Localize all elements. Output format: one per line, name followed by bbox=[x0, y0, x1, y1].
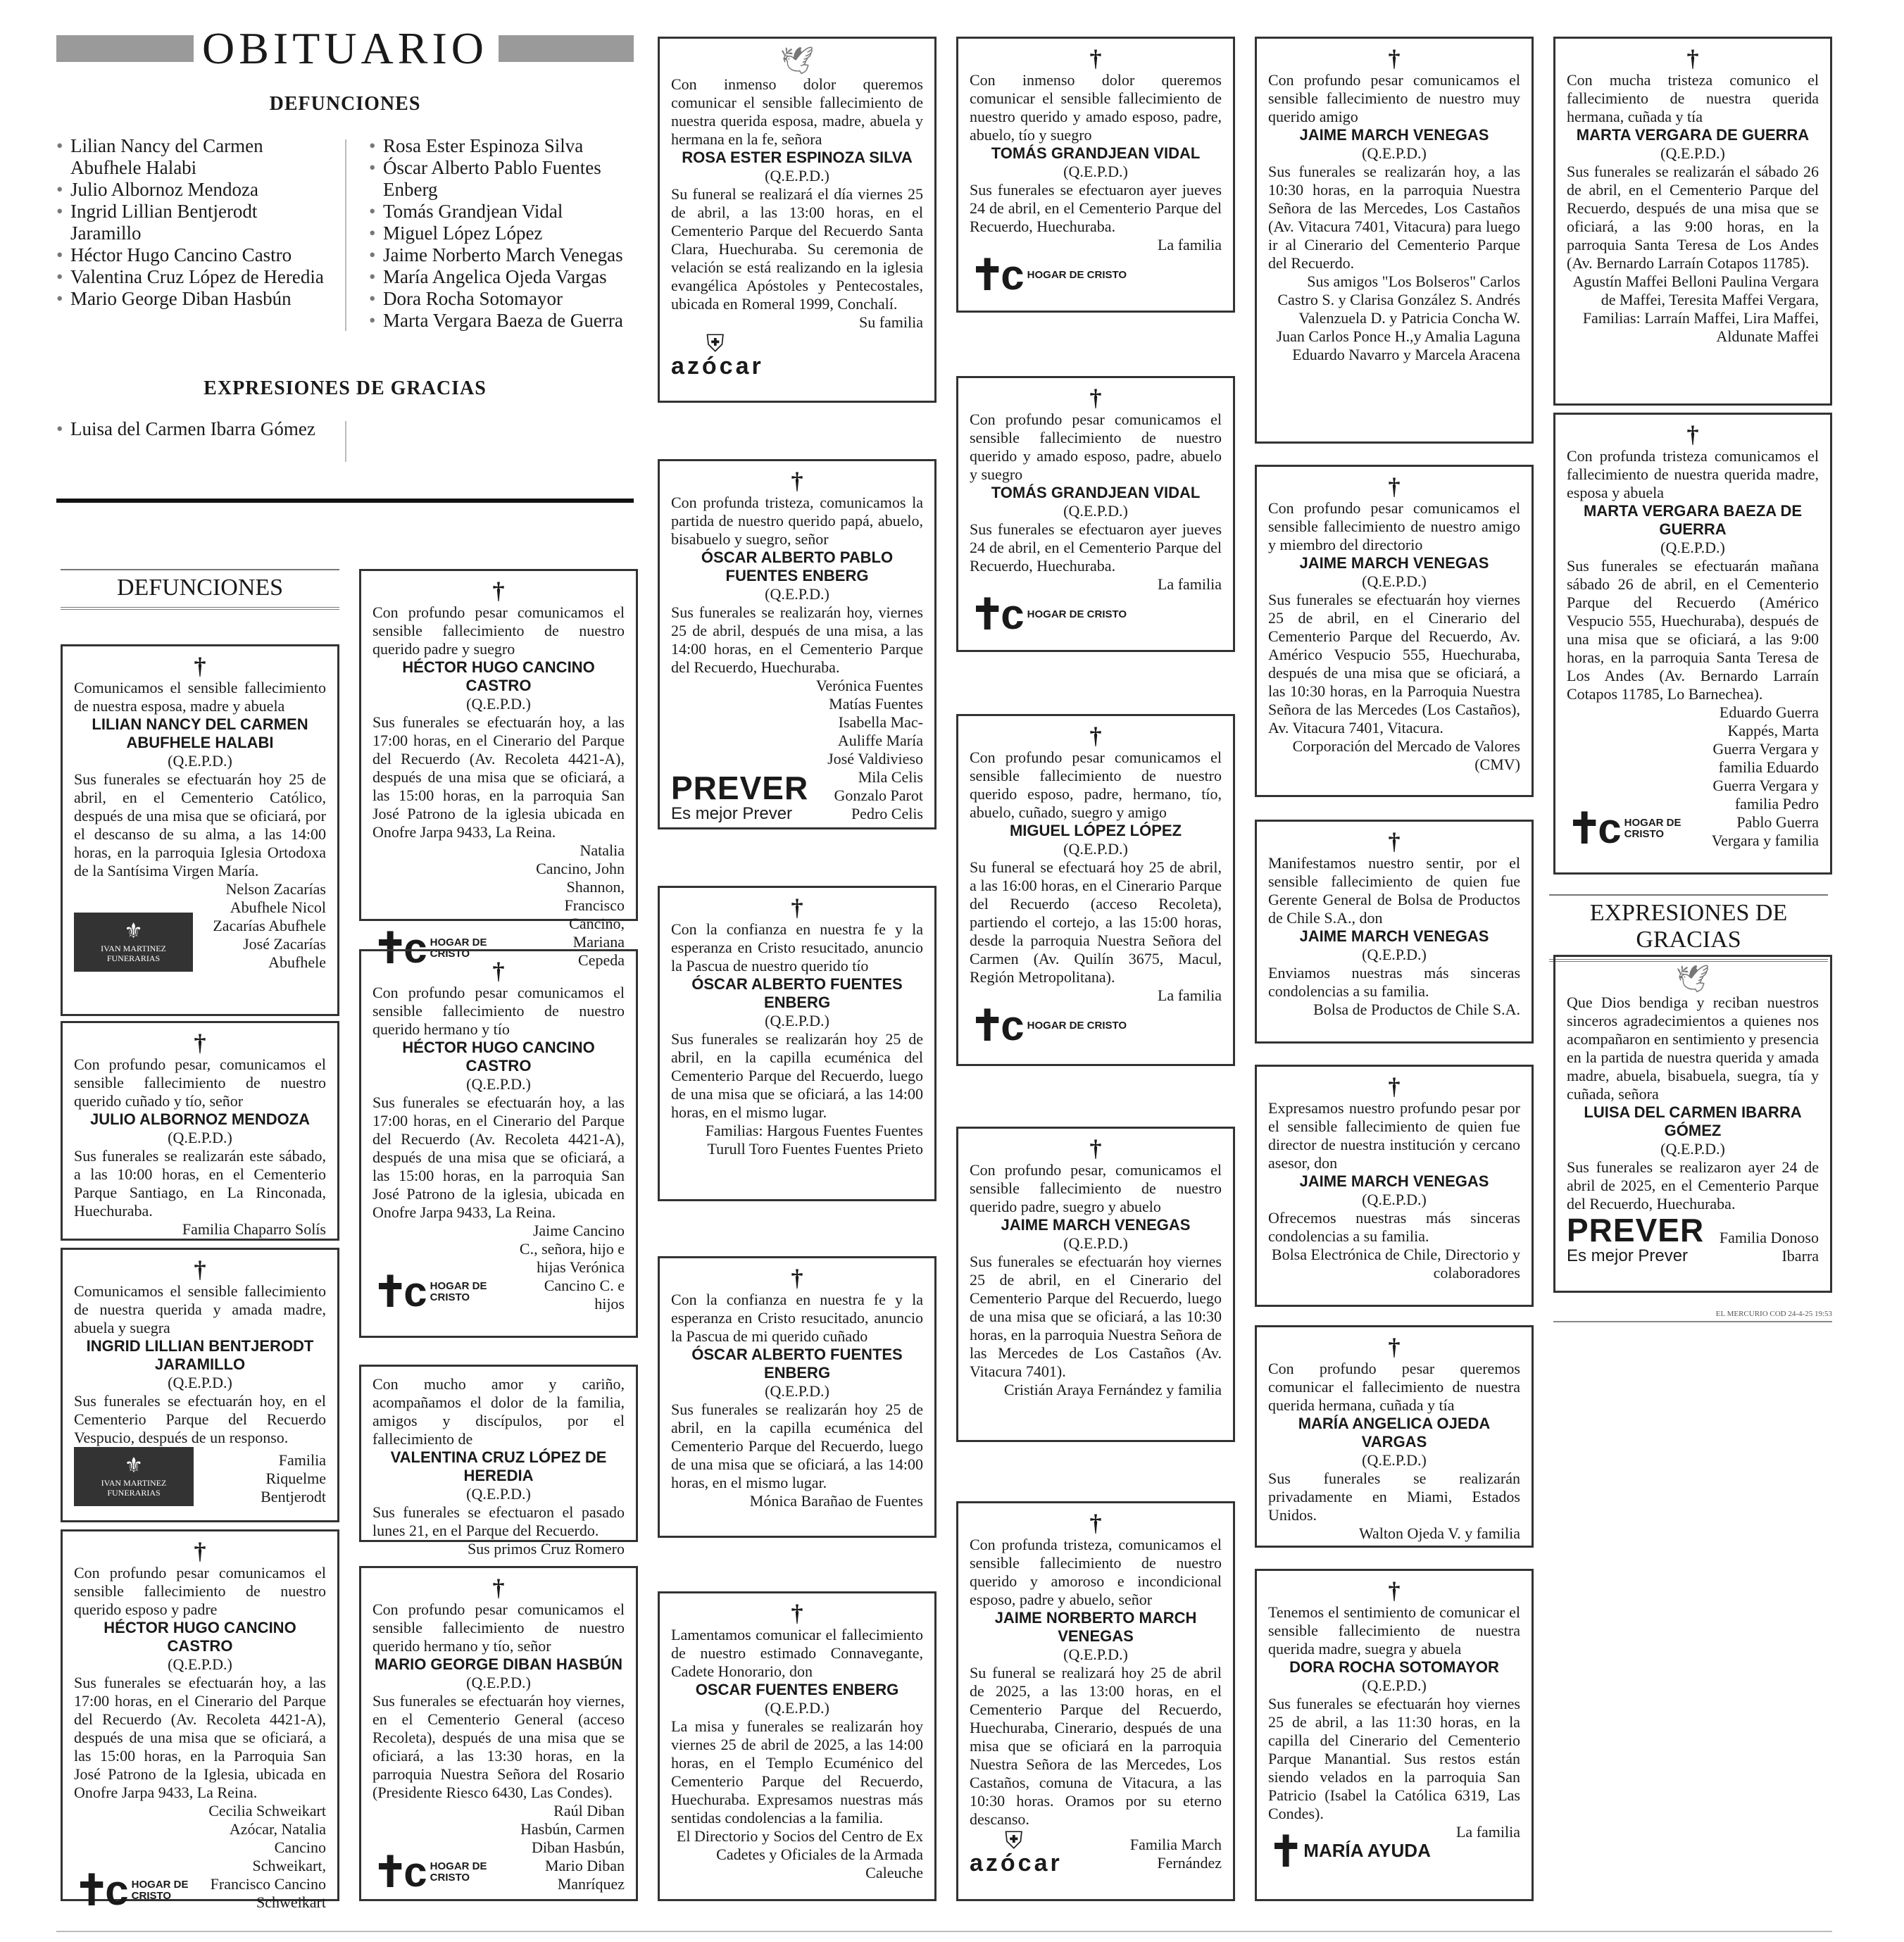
notice-intro: Lamentamos comunicar el fallecimiento de nuestro estimado Connavegante, Cadete Honorario, don bbox=[671, 1626, 923, 1680]
notice-sign: Familia Chaparro Solís bbox=[182, 1220, 326, 1238]
notice-espinoza bbox=[658, 37, 937, 403]
hogar-de-cristo-logo: ✝c HOGAR DE CRISTO bbox=[1567, 805, 1681, 852]
notice-qepd: (Q.E.P.D.) bbox=[168, 1655, 232, 1673]
notice-body: Sus funerales se realizarán hoy, viernes 25 de abril, después de una misa, a las 14:00 horas, en el Cementerio Parque del Recuerdo, Huechuraba. bbox=[671, 603, 923, 676]
hogar-cross-icon: ✝c bbox=[372, 1268, 423, 1315]
notice-body: Sus funerales se efectuarán mañana sábado 26 de abril, en el Cementerio Parque del Recuerdo (Américo Vespucio 555, Huechuraba), después de una misa que se oficiará, a las 9:00 horas, en la parroquia Santa Teresa de Los Andes (Av. Bernardo Larraín Cotapos 11785, Lo Barnechea). bbox=[1567, 557, 1819, 703]
notice-qepd: (Q.E.P.D.) bbox=[1362, 1677, 1427, 1694]
notice-intro: Con profundo pesar, comunicamos el sensible fallecimiento de nuestro querido cuñado y tío, señor bbox=[74, 1055, 326, 1110]
notice-name: MARTA VERGARA BAEZA DE GUERRA bbox=[1583, 502, 1803, 538]
hogar-cross-icon: ✝c bbox=[1567, 805, 1617, 852]
azocar-crest-icon: ⛨ bbox=[1005, 1828, 1023, 1854]
cross-icon: † bbox=[791, 895, 803, 921]
page-title: OBITUARIO bbox=[202, 23, 488, 73]
notice-body: Sus funerales se efectuarán hoy viernes 25 de abril, en el Cinerario del Cementerio Parque del Recuerdo, luego de una misa que se oficiará, a las 10:30 horas, en la parroquia Nuestra Señora de las Mercedes de Los Castaños (Av. Vitacura 7401). bbox=[970, 1253, 1222, 1380]
notice-body: Sus funerales se efectuarán hoy, a las 17:00 horas, en el Cinerario del Parque del Recuerdo (Av. Recoleta 4421-A), después de una misa que se oficiará, a las 15:00 horas, en la Parroquia San José Patrono de la Iglesia, ubicada en Onofre Jarpa 9433, La Reina. bbox=[74, 1674, 326, 1801]
notice-vergara-1 bbox=[1553, 37, 1832, 406]
cross-icon: † bbox=[194, 1257, 206, 1283]
notice-qepd: (Q.E.P.D.) bbox=[765, 1699, 829, 1717]
notice-name: LUISA DEL CARMEN IBARRA GÓMEZ bbox=[1584, 1103, 1802, 1139]
hogar-de-cristo-logo: ✝c HOGAR DE CRISTO bbox=[970, 1002, 1127, 1049]
index-rule bbox=[56, 499, 634, 503]
notice-intro: Con profundo pesar comunicamos el sensible fallecimiento de nuestro querido hermano y tío bbox=[372, 984, 625, 1038]
notice-body: Ofrecemos nuestras más sinceras condolencias a su familia. bbox=[1268, 1209, 1520, 1245]
index-list-item: • Óscar Alberto Pablo Fuentes Enberg bbox=[369, 157, 644, 201]
cross-icon: † bbox=[1089, 46, 1102, 72]
maria-ayuda-cross-icon: ✝ bbox=[1268, 1828, 1304, 1876]
notice-name: MIGUEL LÓPEZ LÓPEZ bbox=[1009, 822, 1182, 839]
cross-icon: † bbox=[791, 1265, 803, 1291]
notice-sign: La familia bbox=[1455, 1823, 1520, 1841]
notice-sign: La familia bbox=[1157, 575, 1222, 593]
notice-body: Enviamos nuestras más sinceras condolencias a su familia. bbox=[1268, 964, 1520, 1000]
notice-qepd: (Q.E.P.D.) bbox=[466, 1674, 531, 1691]
notice-march-4 bbox=[1255, 465, 1534, 797]
section-defunciones: DEFUNCIONES bbox=[61, 569, 339, 610]
cross-icon: † bbox=[1089, 723, 1102, 749]
notice-intro: Con profundo pesar comunicamos el sensible fallecimiento de nuestro querido y amado esposo, padre, abuelo y suegro bbox=[970, 411, 1222, 483]
notice-qepd: (Q.E.P.D.) bbox=[1063, 1646, 1128, 1663]
notice-name: JAIME MARCH VENEGAS bbox=[1299, 927, 1489, 945]
notice-body: Sus funerales se realizaron ayer 24 de abril de 2025, en el Cementerio Parque del Recuerdo, Huechuraba. bbox=[1567, 1158, 1819, 1213]
notice-body: Sus funerales se realizarán este sábado, a las 10:00 horas, en el Cementerio Parque Santiago, en La Rinconada, Huechuraba. bbox=[74, 1147, 326, 1220]
notice-intro: Con mucha tristeza comunico el fallecimiento de nuestra querida hermana, cuñada y tía bbox=[1567, 71, 1819, 125]
notice-march-1 bbox=[956, 1127, 1235, 1442]
notice-body: Su funeral se realizará hoy 25 de abril de 2025, a las 13:00 horas, en el Cementerio Parque del Recuerdo, Huechuraba, Cinerario, después de una misa que se oficiará en la parroquia Nuestra Señora de las Mercedes, Los Castaños, comuna de Vitacura, a las 10:30 horas. Oramos por su eterno descanso. bbox=[970, 1664, 1222, 1828]
notice-sign: Sus amigos "Los Bolseros" Carlos Castro S. y Clarisa González S. Andrés Valenzuela D. y Patricia Concha W. Juan Carlos Ponce H.,y Amalia Laguna Eduardo Navarro y Marcela Aracena bbox=[1276, 272, 1520, 363]
hogar-cross-icon: ✝c bbox=[970, 251, 1020, 299]
notice-name: ÓSCAR ALBERTO FUENTES ENBERG bbox=[691, 975, 903, 1011]
cross-icon: † bbox=[492, 1575, 505, 1601]
notice-sign: Sus primos Cruz Romero bbox=[467, 1540, 625, 1558]
index-list-item: • Dora Rocha Sotomayor bbox=[369, 288, 644, 310]
index-list-item: • María Angelica Ojeda Vargas bbox=[369, 266, 644, 288]
notice-qepd: (Q.E.P.D.) bbox=[765, 1382, 829, 1400]
hogar-cross-icon: ✝c bbox=[74, 1867, 125, 1914]
footer-stamp: EL MERCURIO COD 24-4-25 19:53 bbox=[1553, 1310, 1832, 1322]
notice-bentjerodt bbox=[61, 1248, 339, 1522]
notice-name: HÉCTOR HUGO CANCINO CASTRO bbox=[402, 1039, 595, 1075]
index-list-item: • Valentina Cruz López de Heredia bbox=[56, 266, 331, 288]
notice-grandjean-1 bbox=[956, 37, 1235, 313]
hogar-cross-icon: ✝c bbox=[372, 1848, 423, 1896]
notice-body: Sus funerales se efectuarán hoy, en el Cementerio Parque del Recuerdo Vespucio, después de un responso. bbox=[74, 1392, 326, 1446]
notice-name: JAIME MARCH VENEGAS bbox=[1299, 554, 1489, 572]
notice-qepd: (Q.E.P.D.) bbox=[1063, 502, 1128, 520]
notice-ojeda bbox=[1255, 1325, 1534, 1548]
index-divider-2 bbox=[345, 421, 346, 462]
notice-cruz bbox=[359, 1365, 638, 1558]
notice-intro: Con profunda tristeza, comunicamos la partida de nuestro querido papá, abuelo, bisabuelo y suegro, señor bbox=[671, 494, 923, 548]
notice-cancino-3 bbox=[359, 949, 638, 1338]
notice-sign: Familia Donoso Ibarra bbox=[1719, 1229, 1819, 1265]
notice-name: ÓSCAR ALBERTO FUENTES ENBERG bbox=[691, 1346, 903, 1382]
notice-rocha bbox=[1255, 1569, 1534, 1901]
notice-sign: Mónica Barañao de Fuentes bbox=[749, 1492, 923, 1510]
notice-intro: Expresamos nuestro profundo pesar por el sensible fallecimiento de quien fue director de nuestra institución y cercano asesor, don bbox=[1268, 1099, 1520, 1172]
cross-icon: † bbox=[1388, 474, 1401, 500]
notice-intro: Con profundo pesar comunicamos el sensible fallecimiento de nuestro querido padre y suegro bbox=[372, 603, 625, 658]
hogar-de-cristo-logo: ✝c HOGAR DE CRISTO bbox=[74, 1867, 189, 1914]
cross-icon: † bbox=[1686, 46, 1699, 72]
hogar-de-cristo-logo: ✝c HOGAR DE CRISTO bbox=[372, 1848, 487, 1896]
notice-qepd: (Q.E.P.D.) bbox=[1063, 1234, 1128, 1252]
bottom-rule bbox=[56, 1931, 1832, 1932]
notice-qepd: (Q.E.P.D.) bbox=[1362, 946, 1427, 963]
notice-sign: Bolsa de Productos de Chile S.A. bbox=[1313, 1001, 1520, 1018]
notice-sign: Familia March Fernández bbox=[1129, 1836, 1222, 1872]
index-gracias bbox=[56, 418, 331, 440]
notice-intro: Con profundo pesar queremos comunicar el fallecimiento de nuestra querida hermana, cuñada y tía bbox=[1268, 1360, 1520, 1414]
notice-body: Sus funerales se efectuaron ayer jueves 24 de abril, en el Cementerio Parque del Recuerdo, Huechuraba. bbox=[970, 181, 1222, 235]
index-list-item: • Tomás Grandjean Vidal bbox=[369, 201, 644, 223]
notice-sign: Jaime Cancino C., señora, hijo e hijas Verónica Cancino C. e hijos bbox=[519, 1222, 625, 1313]
notice-intro: Con inmenso dolor queremos comunicar el sensible fallecimiento de nuestra querida esposa, madre, abuela y hermana en la fe, señora bbox=[671, 75, 923, 148]
index-list-item: • Julio Albornoz Mendoza bbox=[56, 179, 331, 201]
notice-name: VALENTINA CRUZ LÓPEZ DE HEREDIA bbox=[390, 1448, 607, 1484]
index-defunciones-title: DEFUNCIONES bbox=[269, 93, 421, 115]
notice-name: HÉCTOR HUGO CANCINO CASTRO bbox=[104, 1619, 296, 1655]
azocar-logo: ⛨ azócar bbox=[970, 1828, 1063, 1877]
notice-body: Sus funerales se realizarán el sábado 26 de abril, en el Cementerio Parque del Recuerdo, después de una misa que se oficiará, a las 9:00 horas, en la parroquia Santa Teresa de Los Andes (Av. Bernardo Larraín Cotapos 11785). bbox=[1567, 163, 1819, 272]
hogar-de-cristo-logo: ✝c HOGAR DE CRISTO bbox=[970, 251, 1127, 299]
notice-qepd: (Q.E.P.D.) bbox=[765, 1012, 829, 1029]
notice-intro: Comunicamos el sensible fallecimiento de nuestra querida y amada madre, abuela y suegra bbox=[74, 1282, 326, 1336]
notice-sign: Cristián Araya Fernández y familia bbox=[1003, 1381, 1222, 1398]
notice-qepd: (Q.E.P.D.) bbox=[1063, 163, 1128, 180]
notice-body: Sus funerales se efectuarán hoy, a las 17:00 horas, en el Cinerario del Parque del Recuerdo (Av. Recoleta 4421-A), después de una misa que se oficiará, a las 15:00 horas, en la parroquia San José Patrono de la iglesia, ubicada en Onofre Jarpa 9433, La Reina. bbox=[372, 1094, 625, 1221]
notice-name: TOMÁS GRANDJEAN VIDAL bbox=[991, 144, 1201, 162]
dove-icon: 🕊 bbox=[779, 46, 815, 76]
notice-fuentes-3 bbox=[658, 1256, 937, 1538]
notice-intro: Con profundo pesar comunicamos el sensible fallecimiento de nuestro muy querido amigo bbox=[1268, 71, 1520, 125]
notice-body: Su funeral se realizará el día viernes 25 de abril, a las 13:00 horas, en el Cementerio Parque del Recuerdo Santa Clara, Huechuraba. Su ceremonia de velación se está realizando en la iglesia evangélica Apóstoles y Pentecostales, ubicada en Romeral 1999, Conchalí. bbox=[671, 185, 923, 313]
notice-name: JAIME MARCH VENEGAS bbox=[1299, 1172, 1489, 1190]
notice-name: JULIO ALBORNOZ MENDOZA bbox=[89, 1110, 311, 1128]
notice-qepd: (Q.E.P.D.) bbox=[1660, 539, 1725, 556]
azocar-crest-icon: ⛨ bbox=[706, 331, 725, 357]
notice-name: ÓSCAR ALBERTO PABLO FUENTES ENBERG bbox=[701, 549, 894, 584]
cross-icon: † bbox=[791, 1600, 803, 1627]
notice-fuentes-2 bbox=[658, 886, 937, 1201]
notice-qepd: (Q.E.P.D.) bbox=[765, 585, 829, 603]
notice-intro: Comunicamos el sensible fallecimiento de nuestra esposa, madre y abuela bbox=[74, 679, 326, 715]
notice-march-2 bbox=[956, 1501, 1235, 1901]
notice-qepd: (Q.E.P.D.) bbox=[1362, 1191, 1427, 1208]
notice-sign: Walton Ojeda V. y familia bbox=[1359, 1524, 1520, 1542]
notice-name: JAIME NORBERTO MARCH VENEGAS bbox=[994, 1609, 1197, 1645]
notice-intro: Manifestamos nuestro sentir, por el sensible fallecimiento de quien fue Gerente General de Bolsa de Productos de Chile S.A., don bbox=[1268, 854, 1520, 927]
notice-qepd: (Q.E.P.D.) bbox=[1362, 1451, 1427, 1469]
hogar-de-cristo-logo: ✝c HOGAR DE CRISTO bbox=[970, 591, 1127, 638]
cross-icon: † bbox=[492, 958, 505, 984]
ivan-martinez-logo: ⚜ IVAN MARTINEZ FUNERARIAS bbox=[74, 1447, 194, 1506]
ivan-martinez-logo: ⚜ IVAN MARTINEZ FUNERARIAS bbox=[74, 913, 193, 972]
notice-qepd: (Q.E.P.D.) bbox=[1660, 1140, 1725, 1158]
notice-body: Su funeral se efectuará hoy 25 de abril, a las 16:00 horas, en el Cinerario Parque del Recuerdo (acceso Recoleta), partiendo el cortejo, a las 15:00 horas, desde la parroquia Nuestra Señora del Carmen (Av. Quilín 3675, Macul, Región Metropolitana). bbox=[970, 858, 1222, 986]
notice-sign: Familias: Hargous Fuentes Fuentes Turull Toro Fuentes Fuentes Prieto bbox=[705, 1122, 923, 1158]
notice-fuentes-1 bbox=[658, 459, 937, 829]
cross-icon: † bbox=[194, 1030, 206, 1056]
index-col1 bbox=[56, 135, 331, 310]
index-list-item: • Ingrid Lillian Bentjerodt Jaramillo bbox=[56, 201, 331, 244]
notice-name: MARIO GEORGE DIBAN HASBÚN bbox=[374, 1655, 622, 1673]
notice-body: Sus funerales se efectuaron ayer jueves 24 de abril, en el Cementerio Parque del Recuerdo, Huechuraba. bbox=[970, 520, 1222, 575]
notice-qepd: (Q.E.P.D.) bbox=[168, 1129, 232, 1146]
notice-name: TOMÁS GRANDJEAN VIDAL bbox=[991, 484, 1201, 501]
notice-sign: Raúl Diban Hasbún, Carmen Diban Hasbún, Mario Diban Manríquez bbox=[520, 1802, 625, 1893]
index-list-item: • Mario George Diban Hasbún bbox=[56, 288, 331, 310]
notice-body: Sus funerales se realizarán hoy, a las 10:30 horas, en la parroquia Nuestra Señora de las Mercedes, Los Castaños (Av. Vitacura 7401, Vitacura) para luego ir al Cinerario del Cementerio Parque del Recuerdo. bbox=[1268, 163, 1520, 272]
notice-sign: Agustín Maffei Belloni Paulina Vergara de Maffei, Teresita Maffei Vergara, Familias: Larraín Maffei, Lira Maffei, Aldunate Maffei bbox=[1572, 272, 1819, 345]
notice-name: JAIME MARCH VENEGAS bbox=[1001, 1216, 1191, 1234]
notice-intro: Con profunda tristeza, comunicamos el sensible fallecimiento de nuestro querido y amoroso e incondicional esposo, padre y abuelo, señor bbox=[970, 1536, 1222, 1608]
notice-body: Sus funerales se realizarán hoy 25 de abril, en la capilla ecuménica del Cementerio Parque del Recuerdo, luego de una misa que se oficiará, a las 14:00 horas, en el mismo lugar. bbox=[671, 1030, 923, 1121]
notice-body: La misa y funerales se realizarán hoy viernes 25 de abril de 2025, a las 14:00 horas, en el Templo Ecuménico del Cementerio Parque del Recuerdo, Huechuraba. Expresamos nuestras más sentidas condolencias a la familia. bbox=[671, 1717, 923, 1827]
prever-logo: PREVER Es mejor Prever bbox=[671, 770, 809, 823]
cross-icon: † bbox=[1388, 46, 1401, 72]
notice-intro: Con profundo pesar comunicamos el sensible fallecimiento de nuestro querido esposo y padre bbox=[74, 1564, 326, 1618]
index-list-item: • Lilian Nancy del Carmen Abufhele Halabi bbox=[56, 135, 331, 179]
cross-icon: † bbox=[1388, 1578, 1401, 1604]
index-list-item: • Héctor Hugo Cancino Castro bbox=[56, 244, 331, 266]
notice-sign: La familia bbox=[1157, 236, 1222, 253]
cross-icon: † bbox=[791, 468, 803, 494]
notice-name: HÉCTOR HUGO CANCINO CASTRO bbox=[402, 658, 595, 694]
section-gracias: EXPRESIONES DE GRACIAS bbox=[1549, 894, 1828, 962]
index-gracias-title: EXPRESIONES DE GRACIAS bbox=[203, 377, 487, 399]
hogar-cross-icon: ✝c bbox=[372, 925, 423, 972]
notice-qepd: (Q.E.P.D.) bbox=[1660, 144, 1725, 162]
index-list-item: • Miguel López López bbox=[369, 223, 644, 244]
notice-intro: Con profundo pesar comunicamos el sensible fallecimiento de nuestro querido esposo, padre, hermano, tío, abuelo, cuñado, suegro y amigo bbox=[970, 748, 1222, 821]
notice-cancino-1 bbox=[61, 1529, 339, 1914]
notice-vergara-2 bbox=[1553, 413, 1832, 875]
notice-qepd: (Q.E.P.D.) bbox=[466, 1485, 531, 1503]
notice-march-3 bbox=[1255, 37, 1534, 444]
notice-march-5 bbox=[1255, 820, 1534, 1044]
notice-sign: Su familia bbox=[858, 313, 923, 331]
notice-intro: Con profundo pesar comunicamos el sensible fallecimiento de nuestro querido hermano y tío, señor bbox=[372, 1600, 625, 1655]
notice-body: Sus funerales se efectuarán hoy, a las 17:00 horas, en el Cinerario del Parque del Recuerdo (Av. Recoleta 4421-A), después de una misa que se oficiará, a las 15:00 horas, en la parroquia San José Patrono de la iglesia ubicada en Onofre Jarpa 9433, La Reina. bbox=[372, 713, 625, 841]
cross-icon: † bbox=[1686, 422, 1699, 448]
notice-body: Sus funerales se efectuarán hoy 25 de abril, en el Cementerio Católico, después de una misa que se oficiará, por el descanso de su alma, a las 14:00 horas, en la parroquia Iglesia Ortodoxa de la Santísima Virgen María. bbox=[74, 770, 326, 879]
notice-name: MARTA VERGARA DE GUERRA bbox=[1576, 126, 1810, 144]
ivan-crest-icon: ⚜ bbox=[124, 920, 143, 943]
hogar-de-cristo-logo: ✝c HOGAR DE CRISTO bbox=[372, 925, 487, 972]
hogar-cross-icon: ✝c bbox=[970, 591, 1020, 638]
notice-qepd: (Q.E.P.D.) bbox=[765, 167, 829, 184]
notice-intro: Con profundo pesar, comunicamos el sensible fallecimiento de nuestro querido padre, suegro y abuelo bbox=[970, 1161, 1222, 1215]
notice-sign: Verónica Fuentes Matías Fuentes Isabella Mac-Auliffe María José Valdivieso Mila Celis Gonzalo Parot Pedro Celis bbox=[815, 677, 923, 822]
notice-qepd: (Q.E.P.D.) bbox=[466, 695, 531, 713]
notice-diban bbox=[359, 1566, 638, 1901]
index-list-item: • Luisa del Carmen Ibarra Gómez bbox=[56, 418, 331, 440]
notice-sign: La familia bbox=[1157, 986, 1222, 1004]
index-col2 bbox=[369, 135, 644, 332]
notice-name: ROSA ESTER ESPINOZA SILVA bbox=[682, 149, 913, 166]
notice-intro: Con mucho amor y cariño, acompañamos el dolor de la familia, amigos y discípulos, por el fallecimiento de bbox=[372, 1375, 625, 1448]
notice-intro: Con la confianza en nuestra fe y la esperanza en Cristo resucitado, anuncio la Pascua de mi querido cuñado bbox=[671, 1291, 923, 1345]
hogar-cross-icon: ✝c bbox=[970, 1002, 1020, 1049]
index-list-item: • Rosa Ester Espinoza Silva bbox=[369, 135, 644, 157]
notice-cancino-2 bbox=[359, 569, 638, 972]
notice-name: MARÍA ANGELICA OJEDA VARGAS bbox=[1298, 1415, 1491, 1451]
notice-sign: Bolsa Electrónica de Chile, Directorio y colaboradores bbox=[1271, 1246, 1520, 1282]
notice-sign: Nelson Zacarías Abufhele Nicol Zacarías Abufhele José Zacarías Abufhele bbox=[213, 880, 326, 971]
cross-icon: † bbox=[1388, 1334, 1401, 1360]
notice-intro: Con inmenso dolor queremos comunicar el sensible fallecimiento de nuestro querido y amado esposo, padre, abuelo, tío y suegro bbox=[970, 71, 1222, 144]
maria-ayuda-logo: ✝MARÍA AYUDA bbox=[1268, 1828, 1431, 1876]
notice-grandjean-2 bbox=[956, 376, 1235, 652]
hogar-de-cristo-logo: ✝c HOGAR DE CRISTO bbox=[372, 1268, 487, 1315]
notice-march-6 bbox=[1255, 1065, 1534, 1307]
cross-icon: † bbox=[1089, 1510, 1102, 1536]
notice-lopez bbox=[956, 714, 1235, 1066]
notice-ibarra bbox=[1553, 955, 1832, 1293]
notice-name: DORA ROCHA SOTOMAYOR bbox=[1289, 1658, 1499, 1676]
notice-qepd: (Q.E.P.D.) bbox=[168, 1374, 232, 1391]
notice-sign: Corporación del Mercado de Valores (CMV) bbox=[1292, 737, 1520, 773]
cross-icon: † bbox=[492, 578, 505, 604]
notice-intro: Que Dios bendiga y reciban nuestros sinceros agradecimientos a quienes nos acompañaron en sentimiento y presencia en la partida de nuestra querida y amada madre, abuela, bisabuela, suegra, tía y cuñada, señora bbox=[1567, 994, 1819, 1103]
notice-sign: Eduardo Guerra Kappés, Marta Guerra Vergara y familia Eduardo Guerra Vergara y familia Pedro Pablo Guerra Vergara y familia bbox=[1711, 703, 1819, 849]
cross-icon: † bbox=[194, 653, 206, 679]
notice-name: OSCAR FUENTES ENBERG bbox=[695, 1681, 899, 1698]
notice-body: Sus funerales se efectuaron el pasado lunes 21, en el Parque del Recuerdo. bbox=[372, 1503, 625, 1539]
notice-albornoz bbox=[61, 1021, 339, 1241]
notice-intro: Con profundo pesar comunicamos el sensible fallecimiento de nuestro amigo y miembro del directorio bbox=[1268, 499, 1520, 553]
cross-icon: † bbox=[1388, 1074, 1401, 1100]
notice-sign: Natalia Cancino, John Shannon, Francisco Cancino, Mariana Cepeda bbox=[536, 841, 625, 969]
azocar-logo: ⛨ azócar bbox=[671, 332, 923, 375]
notice-name: INGRID LILLIAN BENTJERODT JARAMILLO bbox=[86, 1337, 314, 1373]
notice-qepd: (Q.E.P.D.) bbox=[466, 1075, 531, 1093]
notice-intro: Tenemos el sentimiento de comunicar el sensible fallecimiento de nuestra querida madre, suegra y abuela bbox=[1268, 1603, 1520, 1658]
notice-qepd: (Q.E.P.D.) bbox=[1362, 572, 1427, 590]
notice-intro: Con profunda tristeza comunicamos el fallecimiento de nuestra querida madre, esposa y abuela bbox=[1567, 447, 1819, 501]
notice-qepd: (Q.E.P.D.) bbox=[1362, 144, 1427, 162]
cross-icon: † bbox=[1089, 385, 1102, 411]
index-divider bbox=[345, 139, 346, 331]
dove-icon: 🕊 bbox=[1675, 965, 1710, 994]
notice-sign: El Directorio y Socios del Centro de Ex Cadetes y Oficiales de la Armada Caleuche bbox=[676, 1827, 923, 1881]
page-header bbox=[56, 20, 634, 73]
notice-body: Sus funerales se realizarán hoy 25 de abril, en la capilla ecuménica del Cementerio Parque del Recuerdo, luego de una misa que se oficiará, a las 14:00 horas, en el mismo lugar. bbox=[671, 1401, 923, 1491]
prever-logo: PREVER Es mejor Prever bbox=[1567, 1212, 1705, 1265]
notice-abufhele bbox=[61, 644, 339, 1016]
ivan-crest-icon: ⚜ bbox=[124, 1454, 144, 1477]
cross-icon: † bbox=[1089, 1136, 1102, 1162]
notice-body: Sus funerales se efectuarán hoy viernes 25 de abril, en el Cinerario del Cementerio Parque del Recuerdo, Av. Américo Vespucio 555, Huechuraba, después de una misa que se oficiará, a las 10:30 horas, en la Parroquia Nuestra Señora de las Mercedes (Los Castaños), Av. Vitacura 7401, Vitacura. bbox=[1268, 591, 1520, 737]
index-list-item: • Marta Vergara Baeza de Guerra bbox=[369, 310, 644, 332]
notice-sign: Cecilia Schweikart Azócar, Natalia Cancino Schweikart, Francisco Cancino Schweikart bbox=[208, 1802, 326, 1911]
notice-qepd: (Q.E.P.D.) bbox=[168, 752, 232, 770]
notice-body: Sus funerales se efectuarán hoy viernes 25 de abril, a las 11:30 horas, en la capilla del Cinerario del Cementerio Parque Manantial. Sus restos están siendo velados en la parroquia San Patricio (Isabel la Católica 6319, Las Condes). bbox=[1268, 1695, 1520, 1822]
notice-body: Sus funerales se realizarán privadamente en Miami, Estados Unidos. bbox=[1268, 1470, 1520, 1524]
notice-intro: Con la confianza en nuestra fe y la esperanza en Cristo resucitado, anuncio la Pascua de nuestro querido tío bbox=[671, 920, 923, 975]
cross-icon: † bbox=[1388, 829, 1401, 855]
notice-qepd: (Q.E.P.D.) bbox=[1063, 840, 1128, 858]
notice-sign: Familia Riquelme Bentjerodt bbox=[261, 1451, 326, 1505]
notice-name: LILIAN NANCY DEL CARMEN ABUFHELE HALABI bbox=[92, 715, 308, 751]
notice-fuentes-4 bbox=[658, 1591, 937, 1901]
notice-name: JAIME MARCH VENEGAS bbox=[1299, 126, 1489, 144]
index-list-item: • Jaime Norberto March Venegas bbox=[369, 244, 644, 266]
cross-icon: † bbox=[194, 1539, 206, 1565]
notice-body: Sus funerales se efectuarán hoy viernes, en el Cementerio General (acceso Recoleta), después de una misa que se oficiará, a las 13:30 horas, en la parroquia Nuestra Señora del Rosario (Presidente Riesco 6430, Las Condes). bbox=[372, 1692, 625, 1801]
